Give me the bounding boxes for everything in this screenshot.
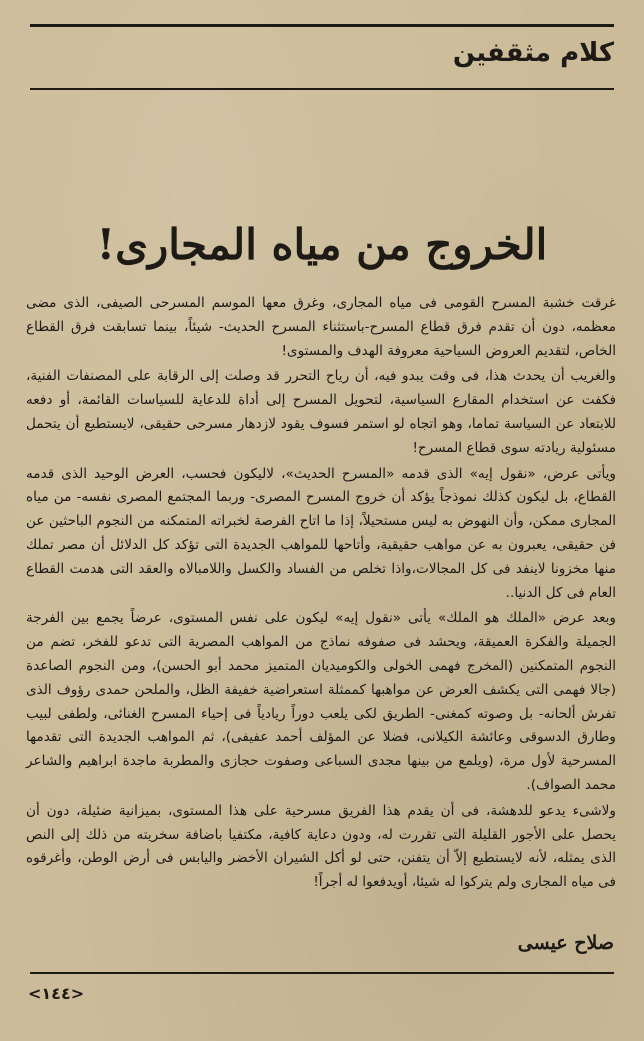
footer-rule (30, 972, 614, 974)
article-body (26, 292, 616, 897)
header-rule (30, 88, 614, 90)
article-headline: الخروج من مياه المجارى! (96, 220, 548, 270)
section-label: كلام مثقفين (452, 38, 614, 68)
paragraph: والغريب أن يحدث هذا، فى وقت يبدو فيه، أن رياح التحرر قد وصلت إلى الرقابة على المصنفات الفنية، فكفت عن استخدام المقارع السياسية، لتحويل المسرح إلى أداة للدعاية للسياسات القائمة، أو دفعه للابتعاد عن السياسة تماما، وهو اتجاه لو استمر فسوف يقود لازدهار مسرحى حقيقى، لايستطيع أن يتحمل مسئولية ريادته سوى قطاع المسرح! (26, 368, 616, 456)
author-signature: صلاح عيسى (517, 932, 614, 954)
paragraph: ولاشىء يدعو للدهشة، فى أن يقدم هذا الفريق مسرحية على هذا المستوى، بميزانية ضئيلة، دون أن يحصل على الأجور القليلة التى تقررت له، ودون دعاية كافية، مكتفيا باضافة سخريته من ذلك إلى النص الذى يمثله، لأنه لايستطيع إلاّ أن يتفنن، حتى لو أكل الشيران الأخضر واليابس فى أرض الوطن، وأغرقوه فى مياه المجارى ولم يتركوا له شيئا، أويدفعوا له أجراً! (26, 802, 616, 891)
paragraph: غرقت خشبة المسرح القومى فى مياه المجارى، وغرق معها الموسم المسرحى الصيفى، الذى مضى معظمه، دون أن تقدم فرق قطاع المسرح-باستثناء المسرح الحديث- شيئاً، بينما تسابقت فرق القطاع الخاص، لتقديم العروض السياحية معروفة الهدف والمستوى! (26, 295, 616, 359)
paragraph: وبعد عرض «الملك هو الملك» يأتى «نقول إيه» ليكون على نفس المستوى، عرضاً يجمع بين الفرجة الجميلة والفكرة العميقة، ويحشد فى صفوفه نماذج من المواهب المصرية التى تدعو للفخر، تضم من النجوم المتمكنين (المخرج فهمى الخولى والكوميديان المتميز محمد أبو الحسن)، ومن النجوم الصاعدة (جالا فهمى التى يكشف العرض عن مواهبها كممثلة استعراضية خفيفة الظل، والملحن حمدى رؤوف الذى تفرش ألحانه- بل وصوته كمغنى- الطريق لكى يلعب دوراً ريادياً فى إحياء المسرح الغنائى، ولطفى لبيب وطارق الدسوقى وعائشة الكيلانى، فضلا عن المؤلف أحمد عفيفى)، ثم المواهب الجديدة التى تقدمها المسرحية لأول مرة، (ويلمع من بينها مجدى السباعى وصفوت حجازى والمطربة ماجدة ابراهيم والشاعر محمد الصواف). (26, 610, 616, 793)
page-number: <١٤٤> (28, 984, 85, 1003)
paragraph: ويأتى عرض، «نقول إيه» الذى قدمه «المسرح الحديث»، لاليكون فحسب، العرض الوحيد الذى قدمه القطاع، بل ليكون كذلك نموذجاً يؤكد أن خروج المسرح المصرى- وربما المجتمع المصرى نفسه- من مياه المجارى ممكن، وأن النهوض به ليس مستحيلاً، إذا ما اتاح الفرصة لخبراته المتمكنه من النجوم الباحثين عن فن حقيقى، يعبرون به عن مواهب حقيقية، وأتاحها للمواهب الجديدة التى تؤكد كل الدلائل أن مصر تملك منها مخزونا لاينفد فى كل المجالات،واذا تخلص من الفساد والكسل واللامبالاه والعقد التى هدمت القطاع العام فى كل الدنيا.. (26, 465, 616, 601)
top-rule (30, 24, 614, 27)
